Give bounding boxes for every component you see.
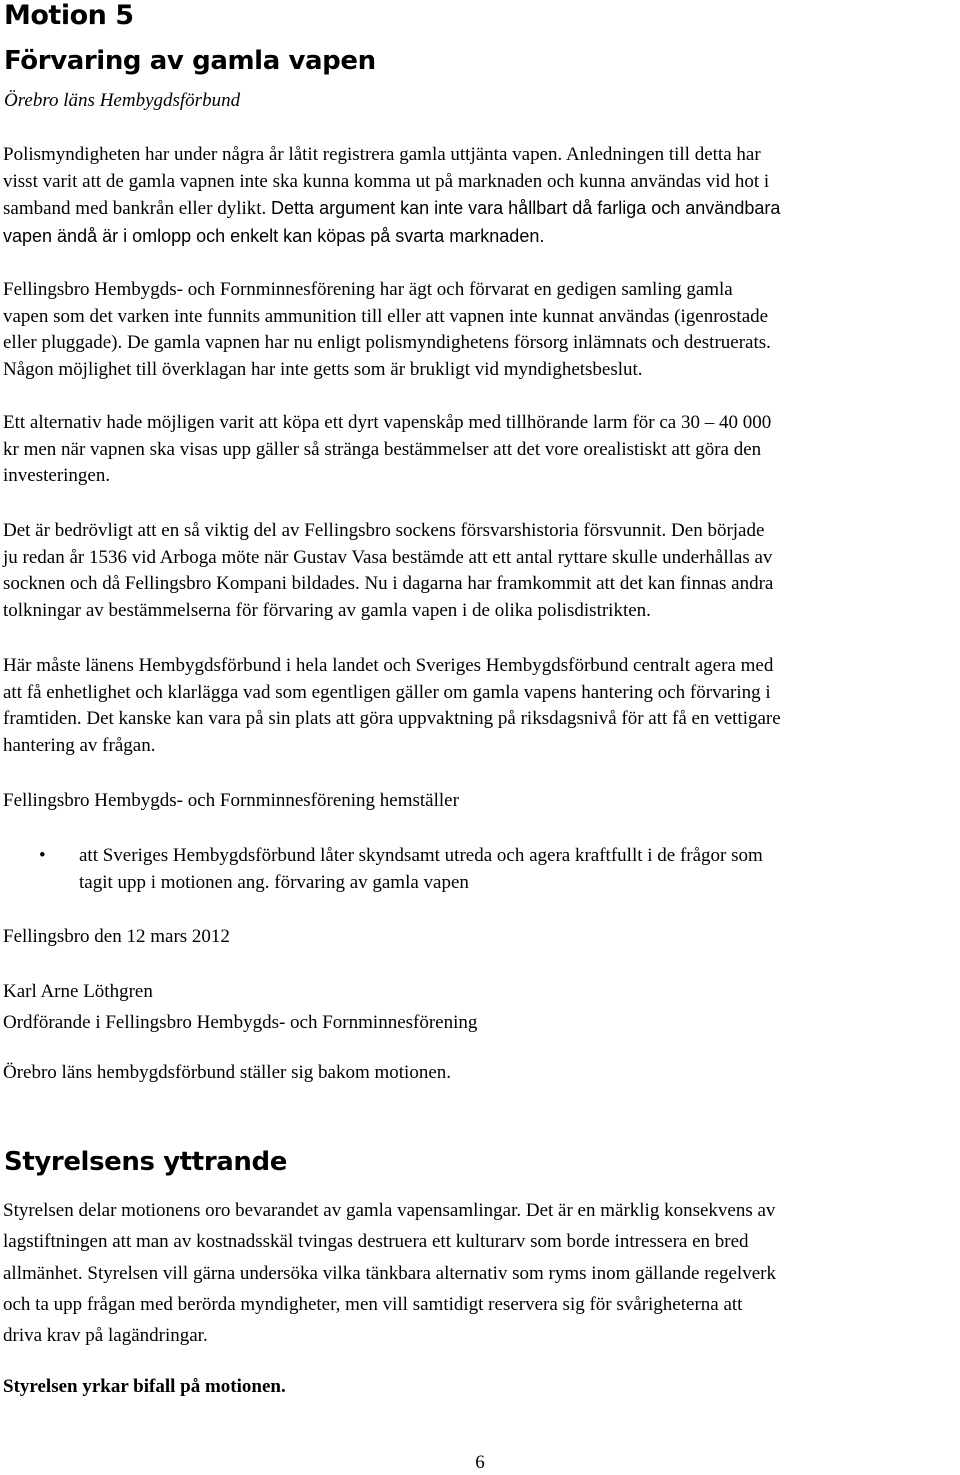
- bullet-icon: •: [39, 845, 46, 866]
- board-heading: Styrelsens yttrande: [4, 1147, 287, 1177]
- signer-name: Karl Arne Löthgren: [3, 981, 153, 1002]
- signature-block: [3, 976, 959, 1038]
- text-line: Fellingsbro den 12 mars 2012: [3, 926, 230, 947]
- text-line: tagit upp i motionen ang. förvaring av gamla vapen: [79, 872, 469, 893]
- text-line: vapen ändå är i omlopp och enkelt kan köpas på svarta marknaden.: [3, 225, 545, 246]
- text-line: Det är bedrövligt att en så viktig del av Fellingsbro sockens försvarshistoria försvunnit. Den började: [3, 520, 765, 541]
- text-fragment: samband med bankrån eller dylikt.: [3, 198, 267, 220]
- paragraph-3: [3, 410, 959, 490]
- text-line: lagstiftningen att man av kostnadsskäl tvingas destruera ett kulturarv som borde intressera en bred: [3, 1231, 749, 1253]
- support-statement: [3, 1060, 959, 1087]
- text-line: och ta upp frågan med berörda myndigheter, men vill samtidigt reservera sig för svårigheterna att: [3, 1293, 743, 1315]
- text-line: Styrelsen delar motionens oro bevarandet av gamla vapensamlingar. Det är en märklig konsekvens av: [3, 1200, 776, 1221]
- text-line: tolkningar av bestämmelserna för förvaring av gamla vapen i de olika polisdistrikten.: [3, 599, 651, 621]
- list-item: [79, 842, 959, 896]
- board-statement: [3, 1195, 959, 1351]
- board-decision: [3, 1374, 959, 1401]
- text-line: Ett alternativ hade möjligen varit att köpa ett dyrt vapenskåp med tillhörande larm för ca 30 – 40 000: [3, 412, 772, 433]
- text-line: [3, 195, 959, 223]
- text-line: framtiden. Det kanske kan vara på sin plats att göra uppvaktning på riksdagsnivå för att få en vettigare: [3, 708, 781, 730]
- text-line: Styrelsen yrkar bifall på motionen.: [3, 1376, 286, 1397]
- text-line: investeringen.: [3, 465, 111, 487]
- text-line: allmänhet. Styrelsen vill gärna undersöka vilka tänkbara alternativ som ryms inom gällande regelverk: [3, 1262, 776, 1284]
- place-date: [3, 924, 959, 951]
- text-line: Örebro läns hembygdsförbund ställer sig bakom motionen.: [3, 1062, 452, 1083]
- paragraph-5: [3, 653, 959, 759]
- text-line: driva krav på lagändringar.: [3, 1325, 208, 1347]
- text-line: socknen och då Fellingsbro Kompani bildades. Nu i dagarna har framkommit att det kan finnas andra: [3, 573, 774, 595]
- text-line: ju redan år 1536 vid Arboga möte när Gustav Vasa bestämde att ett antal ryttare skulle underhållas av: [3, 546, 773, 568]
- paragraph-1: [3, 142, 959, 249]
- text-line: Någon möjlighet till överklagan har inte getts som är brukligt vid myndighetsbeslut.: [3, 358, 643, 380]
- text-line: Polismyndigheten har under några år låtit registrera gamla uttjänta vapen. Anledningen till detta har: [3, 144, 761, 165]
- paragraph-4: [3, 518, 959, 624]
- signer-title: Ordförande i Fellingsbro Hembygds- och Fornminnesförening: [3, 1012, 478, 1033]
- text-line: Fellingsbro Hembygds- och Fornminnesförening har ägt och förvarat en gedigen samling gamla: [3, 279, 733, 300]
- paragraph-2: [3, 277, 959, 383]
- text-line: visst varit att de gamla vapnen inte ska kunna komma ut på marknaden och kunna användas vid hot i: [3, 170, 770, 192]
- paragraph-6: [3, 788, 959, 815]
- text-line: Här måste länens Hembygdsförbund i hela landet och Sveriges Hembygdsförbund centralt agera med: [3, 655, 774, 676]
- text-line: vapen som det varken inte funnits ammunition till eller att vapnen inte kunnat användas (igenrostade: [3, 305, 769, 327]
- text-fragment-sans: Detta argument kan inte vara hållbart då farliga och användbara: [271, 198, 781, 219]
- motion-heading: Motion 5: [4, 0, 134, 31]
- text-line: kr men när vapnen ska visas upp gäller så stränga bestämmelser att det vore orealistiskt att göra den: [3, 438, 762, 460]
- text-line: att få enhetlighet och klarlägga vad som egentligen gäller om gamla vapens hantering och förvaring i: [3, 681, 771, 703]
- text-line: eller pluggade). De gamla vapnen har nu enligt polismyndighetens försorg inlämnats och destruerats.: [3, 332, 771, 354]
- page-number: 6: [475, 1452, 485, 1473]
- text-line: hantering av frågan.: [3, 734, 156, 756]
- text-line: att Sveriges Hembygdsförbund låter skyndsamt utreda och agera kraftfullt i de frågor som: [79, 845, 763, 866]
- organization-name: Örebro läns Hembygdsförbund: [4, 90, 241, 111]
- text-line: Fellingsbro Hembygds- och Fornminnesförening hemställer: [3, 790, 459, 811]
- motion-title: Förvaring av gamla vapen: [4, 46, 376, 76]
